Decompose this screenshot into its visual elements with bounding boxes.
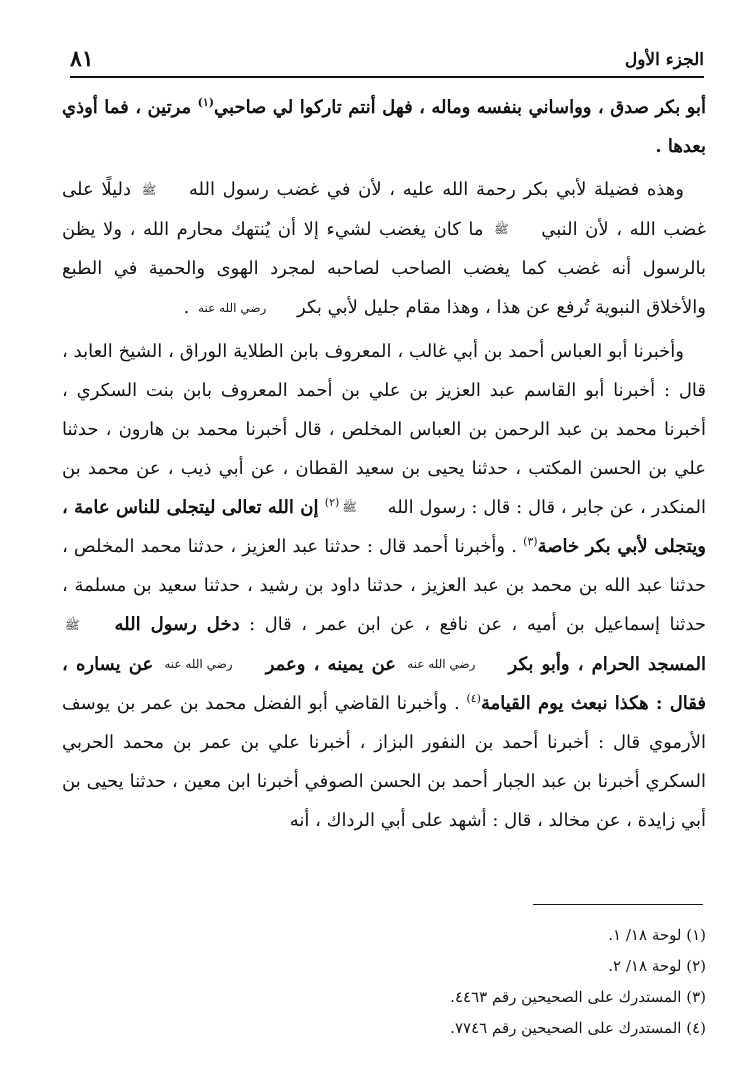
p1-text-1: أبو بكر صدق ، وواساني بنفسه وماله ، فهل أنتم تاركوا لي صاحبي bbox=[214, 97, 706, 118]
radi-glyph-icon: رضي الله عنه bbox=[164, 657, 233, 671]
footnote-divider bbox=[533, 904, 703, 905]
salla-glyph-icon: ﷺ bbox=[65, 617, 80, 632]
hadith-2a: دخل رسول الله bbox=[104, 614, 240, 635]
p3-text-1: وأخبرنا أبو العباس أحمد بن أبي غالب ، المعروف بابن الطلاية الوراق ، الشيخ العابد ، قال : أخبرنا أبو القاسم عبد العزيز بن علي بن أحمد المعروف بابن بنت السكري ، أخبرنا محمد بن عبد الرحمن بن العباس المخلص ، قال أخبرنا محمد بن هارون ، حدثنا علي بن الحسن المكتب ، حدثنا يحيى بن سعيد القطان ، عن أبي ذيب ، عن محمد بن المنكدر ، عن جابر ، قال : قال : رسول الله bbox=[62, 340, 706, 518]
hadith-1: إن الله تعالى ليتجلى للناس عامة ، ويتجلى لأبي بكر خاصة bbox=[62, 496, 706, 557]
footnote-3: (٣) المستدرك على الصحيحين رقم ٤٤٦٣. bbox=[450, 988, 706, 1006]
paragraph-2 bbox=[62, 170, 706, 328]
paragraph-3 bbox=[62, 332, 706, 841]
footnotes bbox=[62, 920, 706, 1044]
p2-text-3: ما كان يغضب لشيء إلا أن يُنتهك محارم الله ، ولا يظن بالرسول أنه غضب كما يغضب الصاحب لصاحبه لمجرد الهوى والحمية في الطبع والأخلاق النبوية تُرفع عن هذا ، وهذا مقام جليل لأبي بكر bbox=[62, 218, 706, 318]
salla-glyph-icon: ﷺ bbox=[494, 222, 509, 236]
footnote-ref-3: (٣) bbox=[523, 535, 538, 548]
page-header bbox=[70, 32, 704, 78]
footnote-2: (٢) لوحة ١٨/ ٢. bbox=[608, 957, 706, 975]
radi-glyph-icon: رضي الله عنه bbox=[407, 657, 476, 671]
salla-glyph-icon: ﷺ bbox=[141, 182, 157, 197]
hadith-2d: عن يساره ، فقال : هكذا نبعث يوم القيامة bbox=[62, 653, 706, 714]
footnote-ref-1: (١) bbox=[197, 96, 215, 109]
body-text bbox=[62, 88, 706, 844]
footnote-ref-4: (٤) bbox=[466, 692, 481, 705]
salla-glyph-icon: ﷺ bbox=[342, 500, 357, 514]
footnote-4: (٤) المستدرك على الصحيحين رقم ٧٧٤٦. bbox=[450, 1019, 706, 1037]
footnote-ref-2: (٢) bbox=[324, 495, 340, 509]
footnote-1: (١) لوحة ١٨/ ١. bbox=[608, 926, 706, 944]
p3-text-3: . وأخبرنا القاضي أبو الفضل محمد بن عمر بن يوسف الأرموي قال : أخبرنا أحمد بن النفور البزاز ، أخبرنا علي بن عمر بن محمد الحربي السكري أخبرنا بن عبد الجبار أحمد بن الحسن الصوفي أخبرنا ابن معين ، حدثنا يحيى بن أبي زايدة ، عن مخالد ، قال : أشهد على أبي الرداك ، أنه bbox=[62, 693, 706, 831]
running-title: الجزء الأول bbox=[624, 50, 704, 70]
hadith-2b: المسجد الحرام ، وأبو بكر bbox=[500, 653, 706, 675]
radi-glyph-icon: رضي الله عنه bbox=[198, 300, 267, 315]
p2-text-2: دليلًا على غضب الله ، لأن النبي bbox=[62, 179, 706, 240]
p3-text-2: . وأخبرنا أحمد قال : حدثنا عبد العزيز ، حدثنا محمد المخلص ، حدثنا عبد الله بن محمد بن عبد العزيز ، حدثنا داود بن رشيد ، حدثنا سعيد بن مسلمة ، حدثنا إسماعيل بن أميه ، عن نافع ، عن ابن عمر ، قال : bbox=[62, 536, 706, 635]
p2-text-1: وهذه فضيلة لأبي بكر رحمة الله عليه ، لأن في غضب رسول الله bbox=[181, 179, 684, 200]
hadith-2c: عن يمينه ، وعمر bbox=[257, 653, 405, 675]
page-number: ٨١ bbox=[70, 46, 94, 72]
paragraph-1 bbox=[62, 88, 706, 166]
p1-text-2: مرتين ، فما أوذي بعدها . bbox=[62, 97, 706, 157]
p2-text-4: . bbox=[183, 297, 196, 318]
